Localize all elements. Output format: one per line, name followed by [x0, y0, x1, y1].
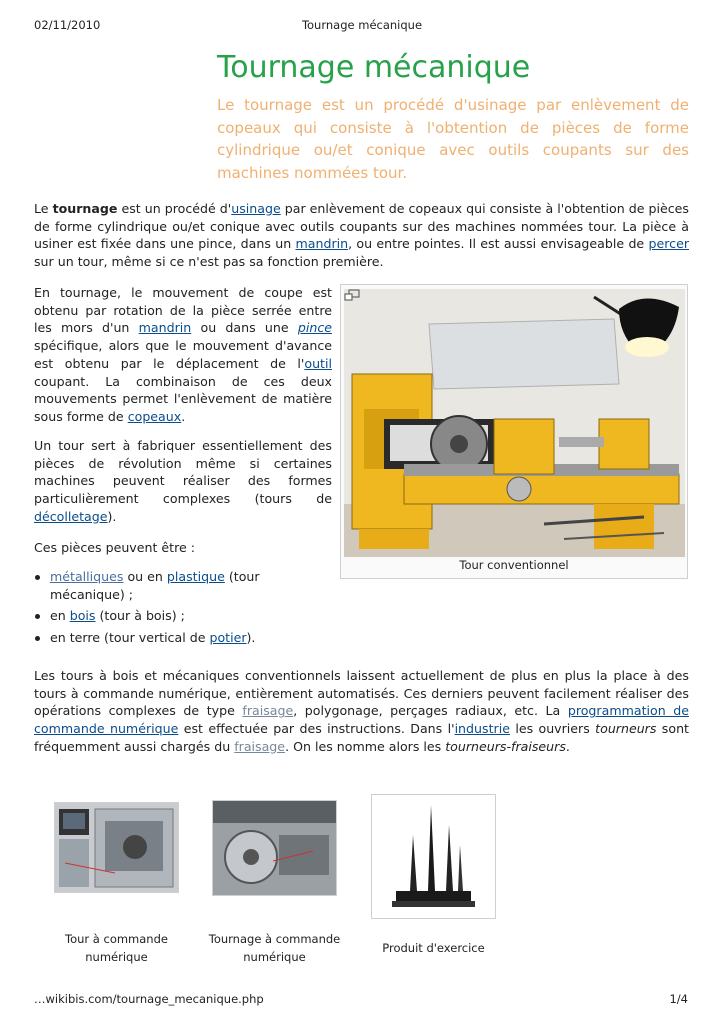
link-fraisage[interactable]: fraisage [242, 703, 294, 719]
text: Un tour sert à fabriquer essentiellement des pièces de révolution même si certaines machines peuvent réaliser des formes particulièrement complexes (tours de [34, 438, 332, 507]
link-outil[interactable]: outil [304, 355, 332, 371]
paragraph-2 [34, 284, 332, 426]
list-item [34, 568, 334, 603]
page-number: 1/4 [669, 992, 688, 1006]
text: est effectuée par des instructions. Dans l' [178, 721, 455, 737]
text: sont fréquemment aussi chargés du [34, 721, 689, 754]
bold-term: tournage [52, 201, 118, 216]
text: En tournage, le mouvement de coupe est obtenu par rotation de la pièce serrée entre les mors d'un [34, 285, 332, 336]
thumbnail-caption [54, 930, 179, 966]
link-copeaux[interactable]: copeaux [127, 408, 182, 424]
text: . On les nomme alors les [285, 738, 446, 754]
cnc-lathe-photo [55, 803, 178, 892]
paragraph-4: Ces pièces peuvent être : [34, 540, 196, 555]
link-plastique[interactable]: plastique [166, 569, 225, 584]
thumbnail-caption [361, 939, 506, 957]
link-pince[interactable]: pince [297, 320, 332, 336]
thumbnail-cnc-turning[interactable] [212, 800, 337, 896]
text: est un procédé d' [117, 201, 232, 216]
text: coupant. La combinaison de ces deux mouvements permet l'enlèvement de matière sous forme de [34, 373, 332, 424]
text: ou en [123, 569, 167, 584]
footer-url: …wikibis.com/tournage_mecanique.php [34, 992, 264, 1006]
text: . [565, 738, 570, 754]
link-usinage[interactable]: usinage [231, 201, 281, 216]
link-mandrin[interactable]: mandrin [295, 236, 349, 252]
lathe-photo[interactable] [344, 289, 685, 557]
lathe-figure [340, 284, 688, 579]
text: ). [246, 630, 256, 646]
caption-line: Produit d'exercice [382, 941, 485, 955]
link-percer[interactable]: percer [648, 236, 689, 252]
text: (tour à bois) ; [95, 608, 185, 624]
text: par enlèvement de copeaux qui consiste à l'obtention de pièces de forme cylindrique ou/et conique avec outils coupants sur des machines nommées tour. La pièce à usiner est fixée dans une pince, dans un [34, 201, 689, 252]
text: . [181, 408, 186, 424]
materials-list [34, 568, 334, 651]
cnc-turning-photo [213, 801, 336, 895]
text: Le [34, 201, 53, 216]
text: en [50, 608, 70, 624]
text: ). [107, 508, 117, 524]
link-metalliques[interactable]: métalliques [50, 569, 124, 584]
text: en terre (tour vertical de [50, 630, 210, 646]
text: spécifique, alors que le mouvement d'avance est obtenu par le déplacement de l' [34, 338, 332, 371]
product-photo [372, 795, 495, 918]
text: , polygonage, perçages radiaux, etc. La [293, 703, 568, 719]
link-bois[interactable]: bois [69, 608, 96, 624]
link-programmation-commande-numerique[interactable]: programmation de commande numérique [34, 703, 689, 737]
emphasis: tourneurs-fraiseurs [445, 738, 566, 754]
caption-line: numérique [243, 950, 306, 964]
link-mandrin[interactable]: mandrin [138, 320, 192, 336]
text: , ou entre pointes. Il est aussi envisageable de [348, 236, 649, 252]
link-fraisage-2[interactable]: fraisage [234, 738, 286, 754]
text: Les tours à bois et mécaniques conventionnels laissent actuellement de plus en plus la place à des tours à commande numérique, entièrement automatisés. Ces derniers peuvent facilement réaliser des opérations complexes de type [34, 668, 689, 719]
magnify-icon[interactable] [344, 289, 360, 301]
figure-caption: Tour conventionnel [459, 558, 569, 572]
header-date: 02/11/2010 [34, 18, 101, 32]
emphasis: tourneurs [595, 721, 657, 737]
header-title: Tournage mécanique [301, 18, 423, 32]
text: (tour mécanique) ; [50, 569, 260, 602]
list-item [34, 607, 334, 625]
page-title: Tournage mécanique [217, 50, 531, 85]
intro-summary: Le tournage est un procédé d'usinage par enlèvement de copeaux qui consiste à l'obtention de pièces de forme cylindrique ou/et conique avec outils coupants sur des machines nommées tour. [217, 96, 689, 182]
thumbnail-caption [202, 930, 347, 966]
text: les ouvriers [509, 721, 596, 737]
thumbnail-cnc-lathe[interactable] [54, 802, 179, 893]
link-decolletage[interactable]: décolletage [34, 508, 108, 524]
link-potier[interactable]: potier [209, 630, 247, 646]
text: ou dans une [191, 320, 298, 336]
caption-line: numérique [85, 950, 148, 964]
paragraph-3 [34, 437, 332, 526]
link-industrie[interactable]: industrie [454, 721, 510, 737]
paragraph-1 [34, 200, 689, 271]
paragraph-5 [34, 667, 689, 756]
list-item [34, 629, 334, 647]
text: sur un tour, même si ce n'est pas sa fonction première. [34, 254, 384, 270]
thumbnail-product[interactable] [371, 794, 496, 919]
caption-line: Tour à commande [65, 932, 168, 946]
caption-line: Tournage à commande [208, 932, 341, 946]
